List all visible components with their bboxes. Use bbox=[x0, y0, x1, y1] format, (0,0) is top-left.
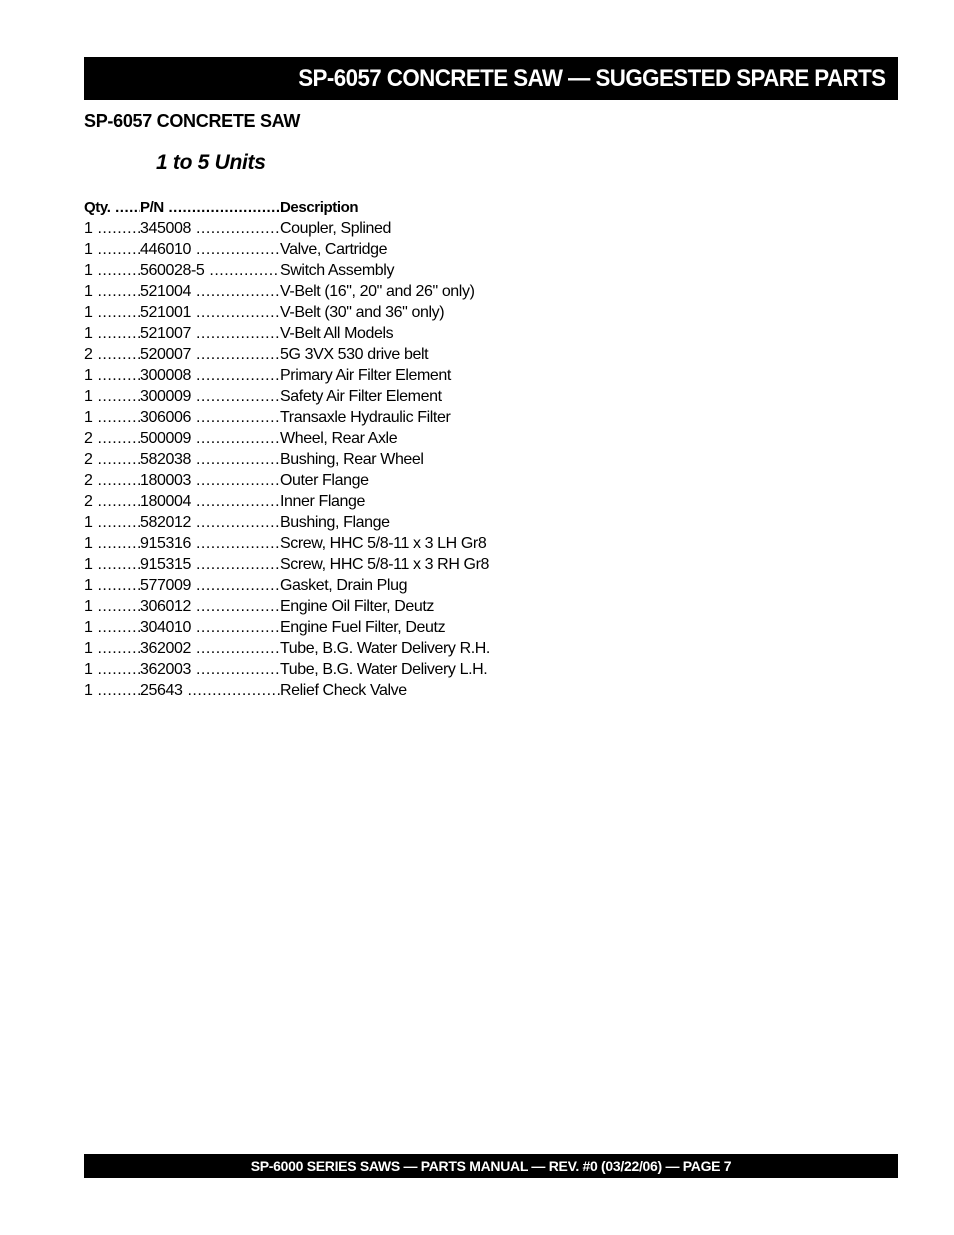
pn-cell: 306012 ..... bbox=[140, 596, 280, 617]
qty-cell: 1 ..... bbox=[84, 533, 140, 554]
qty-cell: 1 ..... bbox=[84, 239, 140, 260]
qty-cell: 1 ..... bbox=[84, 281, 140, 302]
parts-list bbox=[84, 197, 524, 701]
description-cell: Outer Flange bbox=[280, 472, 369, 489]
qty-cell: 2 ..... bbox=[84, 428, 140, 449]
description-cell: 5G 3VX 530 drive belt bbox=[280, 346, 429, 363]
qty-cell: 2 ..... bbox=[84, 491, 140, 512]
qty-cell: 1 ..... bbox=[84, 659, 140, 680]
table-row bbox=[84, 239, 524, 260]
qty-cell: 1 ..... bbox=[84, 638, 140, 659]
description-cell: Screw, HHC 5/8-11 x 3 LH Gr8 bbox=[280, 535, 487, 552]
table-row bbox=[84, 533, 524, 554]
pn-cell: 560028-5 ..... bbox=[140, 260, 280, 281]
qty-cell: 1 ..... bbox=[84, 407, 140, 428]
pn-header: P/N ..... bbox=[140, 197, 280, 218]
table-row bbox=[84, 302, 524, 323]
pn-cell: 582012 ..... bbox=[140, 512, 280, 533]
qty-header: Qty. ..... bbox=[84, 197, 140, 218]
pn-cell: 521007 ..... bbox=[140, 323, 280, 344]
qty-cell: 1 ..... bbox=[84, 365, 140, 386]
description-cell: V-Belt (16", 20" and 26" only) bbox=[280, 283, 475, 300]
parts-list-header bbox=[84, 197, 524, 218]
description-cell: Primary Air Filter Element bbox=[280, 367, 451, 384]
table-row bbox=[84, 596, 524, 617]
description-cell: Switch Assembly bbox=[280, 262, 395, 279]
table-row bbox=[84, 470, 524, 491]
qty-cell: 2 ..... bbox=[84, 344, 140, 365]
description-cell: Engine Oil Filter, Deutz bbox=[280, 598, 435, 615]
section-title: SP-6057 CONCRETE SAW bbox=[84, 111, 301, 131]
footer-bar bbox=[84, 1154, 898, 1178]
qty-cell: 1 ..... bbox=[84, 617, 140, 638]
description-cell: Tube, B.G. Water Delivery L.H. bbox=[280, 661, 488, 678]
description-header: Description bbox=[280, 199, 359, 216]
pn-cell: 180004 ..... bbox=[140, 491, 280, 512]
description-cell: Bushing, Rear Wheel bbox=[280, 451, 424, 468]
description-cell: Transaxle Hydraulic Filter bbox=[280, 409, 451, 426]
table-row bbox=[84, 281, 524, 302]
page-title: SP-6057 CONCRETE SAW — SUGGESTED SPARE PARTS bbox=[298, 64, 886, 92]
table-row bbox=[84, 638, 524, 659]
description-cell: Gasket, Drain Plug bbox=[280, 577, 408, 594]
pn-cell: 520007 ..... bbox=[140, 344, 280, 365]
description-cell: Engine Fuel Filter, Deutz bbox=[280, 619, 446, 636]
description-cell: V-Belt All Models bbox=[280, 325, 394, 342]
description-cell: Tube, B.G. Water Delivery R.H. bbox=[280, 640, 490, 657]
table-row bbox=[84, 554, 524, 575]
pn-cell: 521004 ..... bbox=[140, 281, 280, 302]
description-cell: Coupler, Splined bbox=[280, 220, 392, 237]
pn-cell: 582038 ..... bbox=[140, 449, 280, 470]
pn-cell: 300008 ..... bbox=[140, 365, 280, 386]
pn-cell: 306006 ..... bbox=[140, 407, 280, 428]
qty-cell: 1 ..... bbox=[84, 575, 140, 596]
pn-cell: 25643 ..... bbox=[140, 680, 280, 701]
parts-list-rows bbox=[84, 218, 524, 701]
table-row bbox=[84, 323, 524, 344]
qty-cell: 1 ..... bbox=[84, 596, 140, 617]
table-row bbox=[84, 491, 524, 512]
table-row bbox=[84, 407, 524, 428]
qty-cell: 1 ..... bbox=[84, 260, 140, 281]
table-row bbox=[84, 386, 524, 407]
table-row bbox=[84, 428, 524, 449]
description-cell: Inner Flange bbox=[280, 493, 366, 510]
table-row bbox=[84, 680, 524, 701]
pn-cell: 915316 ..... bbox=[140, 533, 280, 554]
description-cell: Screw, HHC 5/8-11 x 3 RH Gr8 bbox=[280, 556, 490, 573]
qty-cell: 1 ..... bbox=[84, 218, 140, 239]
qty-cell: 1 ..... bbox=[84, 323, 140, 344]
pn-cell: 180003 ..... bbox=[140, 470, 280, 491]
table-row bbox=[84, 617, 524, 638]
table-row bbox=[84, 659, 524, 680]
pn-cell: 345008 ..... bbox=[140, 218, 280, 239]
table-row bbox=[84, 512, 524, 533]
qty-cell: 1 ..... bbox=[84, 512, 140, 533]
footer-text: SP-6000 SERIES SAWS — PARTS MANUAL — REV. #0 (03/22/06) — PAGE 7 bbox=[250, 1158, 732, 1174]
description-cell: V-Belt (30" and 36" only) bbox=[280, 304, 445, 321]
pn-cell: 521001 ..... bbox=[140, 302, 280, 323]
pn-cell: 577009 ..... bbox=[140, 575, 280, 596]
table-row bbox=[84, 575, 524, 596]
pn-cell: 446010 ..... bbox=[140, 239, 280, 260]
qty-cell: 1 ..... bbox=[84, 386, 140, 407]
qty-cell: 1 ..... bbox=[84, 680, 140, 701]
table-row bbox=[84, 449, 524, 470]
description-cell: Safety Air Filter Element bbox=[280, 388, 442, 405]
pn-cell: 362003 ..... bbox=[140, 659, 280, 680]
pn-cell: 915315 ..... bbox=[140, 554, 280, 575]
table-row bbox=[84, 218, 524, 239]
pn-cell: 500009 ..... bbox=[140, 428, 280, 449]
description-cell: Wheel, Rear Axle bbox=[280, 430, 398, 447]
pn-cell: 362002 ..... bbox=[140, 638, 280, 659]
pn-cell: 304010 ..... bbox=[140, 617, 280, 638]
qty-cell: 2 ..... bbox=[84, 449, 140, 470]
description-cell: Relief Check Valve bbox=[280, 682, 407, 699]
qty-cell: 1 ..... bbox=[84, 554, 140, 575]
qty-cell: 1 ..... bbox=[84, 302, 140, 323]
table-row bbox=[84, 365, 524, 386]
table-row bbox=[84, 260, 524, 281]
units-title: 1 to 5 Units bbox=[156, 151, 266, 174]
header-bar bbox=[84, 57, 898, 100]
qty-cell: 2 ..... bbox=[84, 470, 140, 491]
pn-cell: 300009 ..... bbox=[140, 386, 280, 407]
table-row bbox=[84, 344, 524, 365]
description-cell: Bushing, Flange bbox=[280, 514, 390, 531]
description-cell: Valve, Cartridge bbox=[280, 241, 388, 258]
